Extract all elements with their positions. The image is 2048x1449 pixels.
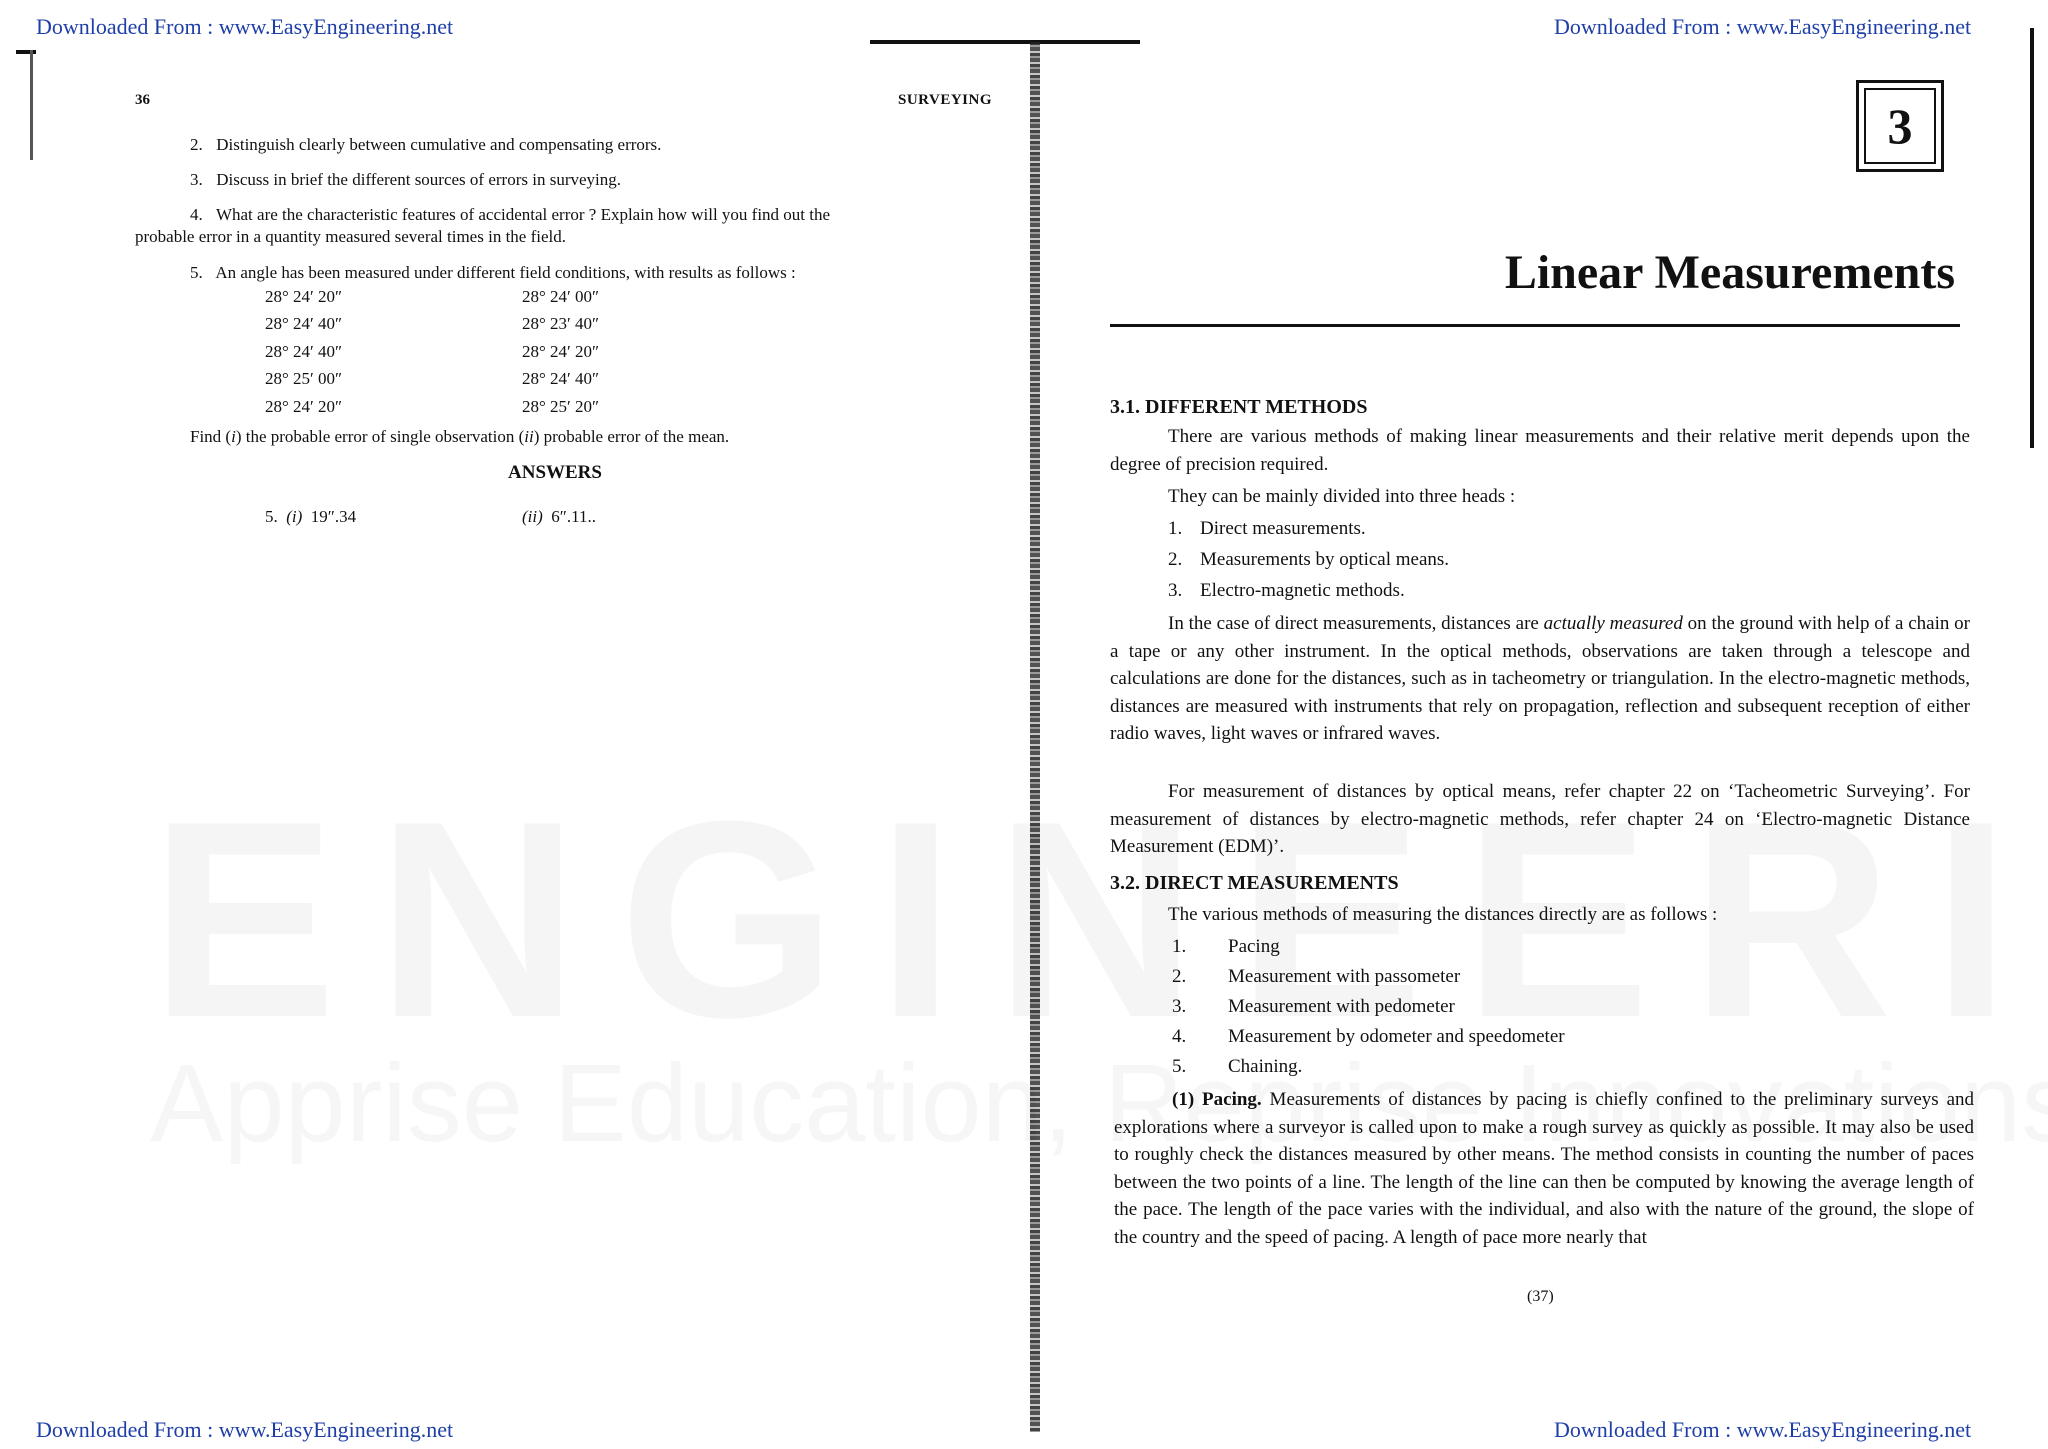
angle-value: 28° 23′ 40″	[522, 314, 600, 333]
chapter-number: 3	[1864, 88, 1936, 164]
section-1-divided: They can be mainly divided into three heads :	[1168, 486, 1516, 507]
right-page-number: (37)	[1527, 1288, 1554, 1305]
section-1-intro: There are various methods of making linear measurements and their relative merit depends upon the degree of precision required.	[1110, 426, 1970, 475]
angle-value: 28° 25′ 00″	[265, 369, 343, 388]
angle-value: 28° 25′ 20″	[522, 397, 600, 416]
book-spine-top-edge	[870, 40, 1140, 44]
list-item: 2. Measurement with passometer	[1172, 966, 1461, 987]
paragraph-direct-measurements: In the case of direct measurements, distances are actually measured on the ground with help of a chain or a tape or any other instrument. In the optical methods, observations are taken through a telescope and calculations are done for the distances, such as in tacheometry or triangulation. In the electro-magnetic methods, distances are measured with instruments that rely on propagation, reflection and subsequent reception of either radio waves, light waves or infrared waves.	[1110, 613, 1971, 744]
list-item: 3. Measurement with pedometer	[1172, 996, 1455, 1017]
download-link-bottom-right[interactable]: Downloaded From : www.EasyEngineering.net	[1554, 1417, 1972, 1442]
title-rule	[1110, 324, 1960, 327]
left-page-number: 36	[135, 92, 150, 108]
list-item: 5. Chaining.	[1172, 1056, 1303, 1077]
page-right-edge	[2030, 28, 2034, 448]
angle-value: 28° 24′ 20″	[265, 287, 343, 306]
chapter-title: Linear Measurements	[1504, 246, 1955, 299]
list-item: 4. Measurement by odometer and speedometer	[1172, 1026, 1565, 1047]
scan-corner-mark	[30, 50, 33, 160]
angle-value: 28° 24′ 20″	[265, 397, 343, 416]
section-heading-3-1: 3.1. DIFFERENT METHODS	[1110, 396, 1368, 418]
list-item: 1. Direct measurements.	[1168, 518, 1366, 539]
download-link-top-left[interactable]: Downloaded From : www.EasyEngineering.net	[36, 14, 454, 39]
download-link-bottom-left[interactable]: Downloaded From : www.EasyEngineering.net	[36, 1417, 454, 1442]
angle-value: 28° 24′ 20″	[522, 342, 600, 361]
book-spine	[1030, 42, 1040, 1432]
question-5: 5. An angle has been measured under different field conditions, with results as follows :	[190, 263, 796, 282]
question-3: 3. Discuss in brief the different sources of errors in surveying.	[190, 170, 621, 189]
chapter-number-box	[1856, 80, 1944, 172]
question-4-continued: probable error in a quantity measured several times in the field.	[135, 227, 566, 246]
paragraph-pacing: (1) Pacing. Measurements of distances by pacing is chiefly confined to the preliminary surveys and explorations where a surveyor is called upon to make a rough survey as quickly as possible. It may also be used to roughly check the distances measured by other means. The method consists in counting the number of paces between the two points of a line. The length of the line can then be computed by knowing the average length of the pace. The length of the pace varies with the individual, and also with the nature of the ground, the slope of the country and the speed of pacing. A length of pace more nearly that	[1114, 1089, 1974, 1248]
download-link-top-right[interactable]: Downloaded From : www.EasyEngineering.net	[1554, 14, 1972, 39]
section-heading-3-2: 3.2. DIRECT MEASUREMENTS	[1110, 872, 1399, 894]
angle-value: 28° 24′ 40″	[522, 369, 600, 388]
question-4: 4. What are the characteristic features of accidental error ? Explain how will you find out the	[190, 205, 831, 224]
section-2-intro: The various methods of measuring the distances directly are as follows :	[1168, 904, 1718, 925]
answer-5: 5. (i) 19″.34	[265, 507, 357, 526]
list-item: 1. Pacing	[1172, 936, 1280, 957]
scan-corner-mark	[16, 50, 36, 54]
find-instruction: Find (i) the probable error of single observation (ii) probable error of the mean.	[190, 427, 730, 446]
answers-heading: ANSWERS	[508, 462, 602, 483]
paragraph-refer-chapters: For measurement of distances by optical means, refer chapter 22 on ‘Tacheometric Surveying’. For measurement of distances by electro-magnetic methods, refer chapter 24 on ‘Electro-magnetic Distance Measurement (EDM)’.	[1110, 781, 1970, 857]
list-item: 3. Electro-magnetic methods.	[1168, 580, 1405, 601]
angle-value: 28° 24′ 40″	[265, 342, 343, 361]
angle-value: 28° 24′ 00″	[522, 287, 600, 306]
list-item: 2. Measurements by optical means.	[1168, 549, 1450, 570]
running-head: SURVEYING	[898, 92, 992, 108]
angle-value: 28° 24′ 40″	[265, 314, 343, 333]
answer-5-ii: (ii) 6″.11..	[522, 507, 596, 526]
question-2: 2. Distinguish clearly between cumulative and compensating errors.	[190, 135, 662, 154]
